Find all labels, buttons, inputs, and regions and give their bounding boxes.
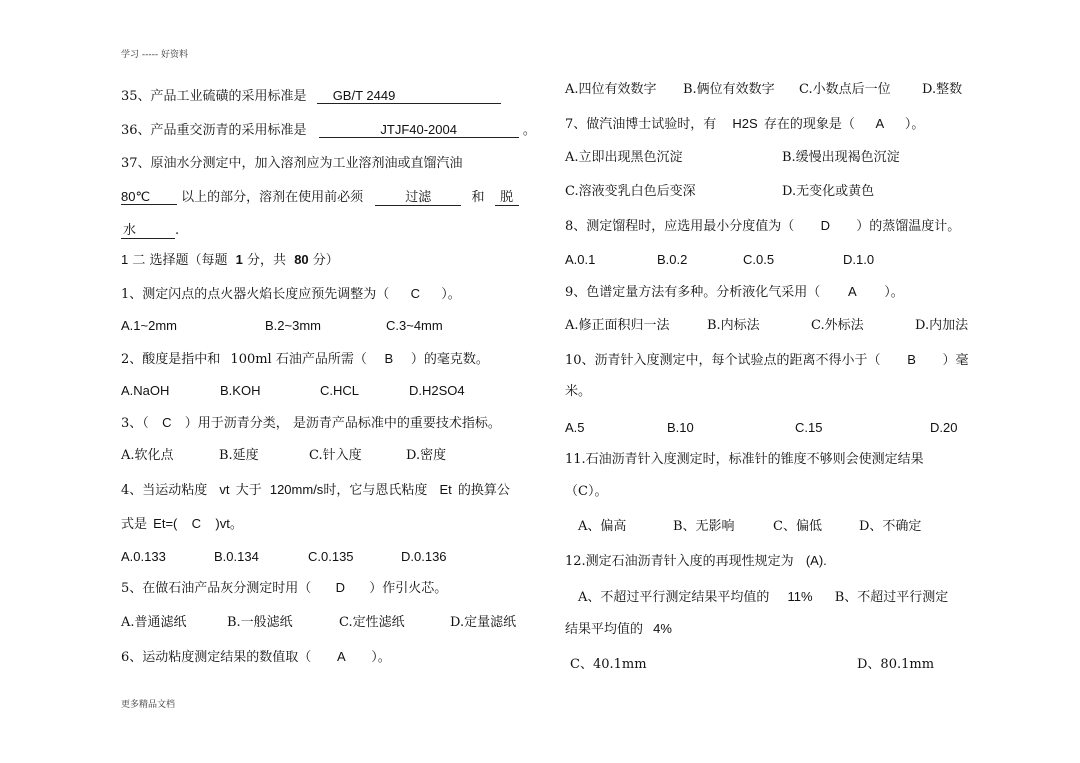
question-text: 6、运动粘度测定结果的数值取（ bbox=[121, 650, 312, 665]
punctuation: ）。 bbox=[441, 287, 461, 302]
q11-option-b: B、无影响 bbox=[673, 519, 735, 534]
punctuation: . bbox=[175, 223, 180, 238]
section-number: 1 bbox=[121, 252, 129, 267]
q7-option-c: C.溶液变乳白色后变深 bbox=[565, 184, 696, 199]
answer: D bbox=[820, 218, 830, 233]
punctuation: ）。 bbox=[884, 285, 904, 300]
question-12 bbox=[565, 552, 827, 571]
q8-option-c: C.0.5 bbox=[743, 252, 775, 267]
question-text: 和 bbox=[471, 190, 485, 205]
points-value: 1 bbox=[235, 252, 243, 267]
punctuation: ）的蒸馏温度计。 bbox=[856, 219, 961, 234]
question-37-line3 bbox=[121, 222, 179, 240]
q12-option-c: C、40.1mm bbox=[570, 657, 647, 672]
question-37-line1: 37、原油水分测定中，加入溶剂应为工业溶剂油或直馏汽油 bbox=[121, 156, 463, 171]
q5-option-c: C.定性滤纸 bbox=[339, 615, 405, 630]
question-text: 7、做汽油博士试验时，有 bbox=[565, 117, 717, 132]
question-text: 结果平均值的 bbox=[565, 622, 644, 637]
q3-option-b: B.延度 bbox=[219, 448, 259, 463]
question-text: 35、产品工业硫磺的采用标准是 bbox=[121, 89, 307, 104]
q3-option-d: D.密度 bbox=[406, 448, 447, 463]
q7-option-a: A.立即出现黑色沉淀 bbox=[565, 150, 683, 165]
q10-option-c: C.15 bbox=[795, 420, 823, 435]
q2-option-d: D.H2SO4 bbox=[409, 383, 465, 398]
answer-blank-2: 脱 bbox=[495, 191, 519, 206]
question-35 bbox=[121, 88, 501, 106]
question-12-line2 bbox=[578, 588, 948, 607]
page-footer: 更多精品文档 bbox=[121, 700, 176, 710]
question-text: 存在的现象是（ bbox=[763, 117, 855, 132]
punctuation: 3、（ bbox=[121, 416, 149, 431]
q6-option-a: A.四位有效数字 bbox=[565, 82, 657, 97]
formula: Et=( bbox=[153, 516, 178, 531]
section-text: 二 选择题（每题 bbox=[132, 253, 228, 268]
question-text: 10、沥青针入度测定中，每个试验点的距离不得小于（ bbox=[565, 353, 881, 368]
q10-option-d: D.20 bbox=[930, 420, 958, 435]
question-8 bbox=[565, 217, 960, 236]
q3-option-a: A.软化点 bbox=[121, 448, 174, 463]
q12-option-d: D、80.1mm bbox=[857, 657, 935, 672]
question-text: 4、当运动粘度 bbox=[121, 483, 208, 498]
question-text: ）用于沥青分类， 是沥青产品标准中的重要技术指标。 bbox=[184, 416, 501, 431]
q2-option-c: C.HCL bbox=[320, 383, 360, 398]
q10-option-a: A.5 bbox=[565, 420, 585, 435]
question-text: 1、测定闪点的点火器火焰长度应预先调整为（ bbox=[121, 287, 390, 302]
punctuation: ）。 bbox=[904, 117, 925, 132]
question-text: 36、产品重交沥青的采用标准是 bbox=[121, 123, 307, 138]
q5-option-b: B.一般滤纸 bbox=[227, 615, 293, 630]
q11-option-a: A、偏高 bbox=[578, 519, 627, 534]
question-text: 100ml 石油产品所需（ bbox=[230, 352, 367, 367]
answer: C bbox=[191, 516, 202, 531]
q1-option-c: C.3~4mm bbox=[386, 318, 443, 333]
question-text: 8、测定馏程时，应选用最小分度值为（ bbox=[565, 219, 795, 234]
answer: (A). bbox=[805, 553, 827, 568]
q11-option-d: D、不确定 bbox=[859, 519, 922, 534]
formula: )vt bbox=[215, 516, 230, 531]
q4-option-d: D.0.136 bbox=[401, 549, 447, 564]
question-text: 大于 bbox=[235, 483, 262, 498]
question-12-line3 bbox=[565, 620, 672, 639]
q7-option-b: B.缓慢出现褐色沉淀 bbox=[782, 150, 900, 165]
punctuation: ）毫 bbox=[942, 353, 969, 368]
value: 11% bbox=[787, 589, 813, 604]
q5-option-a: A.普通滤纸 bbox=[121, 615, 187, 630]
section-text: 分，共 bbox=[247, 253, 287, 268]
question-5 bbox=[121, 579, 447, 598]
section-title bbox=[121, 251, 339, 270]
section-text: 分） bbox=[312, 253, 339, 268]
value: 4% bbox=[653, 621, 672, 636]
option-b: B、不超过平行测定 bbox=[834, 590, 949, 605]
symbol: H2S bbox=[732, 116, 758, 131]
answer: A bbox=[847, 284, 857, 299]
temperature-blank: 80℃ bbox=[121, 190, 177, 205]
question-4-line1 bbox=[121, 481, 510, 500]
question-text: 9、色谱定量方法有多种。分析液化气采用（ bbox=[565, 285, 821, 300]
q6-option-b: B.俩位有效数字 bbox=[683, 82, 775, 97]
q6-option-d: D.整数 bbox=[922, 82, 963, 97]
answer-blank-2-cont: 水 bbox=[121, 224, 175, 239]
value: 120mm/s bbox=[269, 482, 324, 497]
symbol: vt bbox=[219, 482, 230, 497]
answer-blank: GB/T 2449 bbox=[317, 89, 501, 104]
answer: A bbox=[875, 116, 885, 131]
q9-option-c: C.外标法 bbox=[811, 318, 864, 333]
question-11-line2: （C）。 bbox=[565, 484, 608, 499]
q5-option-d: D.定量滤纸 bbox=[450, 615, 517, 630]
total-value: 80 bbox=[294, 252, 309, 267]
q9-option-a: A.修正面积归一法 bbox=[565, 318, 670, 333]
q4-option-a: A.0.133 bbox=[121, 549, 166, 564]
question-text: 以上的部分，溶剂在使用前必须 bbox=[181, 190, 364, 205]
question-4-line2 bbox=[121, 515, 243, 534]
q11-option-c: C、偏低 bbox=[773, 519, 822, 534]
answer: B bbox=[384, 351, 394, 366]
question-11: 11.石油沥青针入度测定时，标准针的锥度不够则会使测定结果 bbox=[565, 452, 924, 467]
question-2 bbox=[121, 350, 489, 369]
question-text: 式是 bbox=[121, 517, 148, 532]
q4-option-c: C.0.135 bbox=[308, 549, 354, 564]
punctuation: ）。 bbox=[371, 650, 391, 665]
q9-option-b: B.内标法 bbox=[707, 318, 760, 333]
q2-option-b: B.KOH bbox=[220, 383, 261, 398]
q6-option-c: C.小数点后一位 bbox=[799, 82, 891, 97]
q8-option-b: B.0.2 bbox=[657, 252, 688, 267]
symbol: Et bbox=[439, 482, 452, 497]
answer: D bbox=[335, 580, 345, 595]
option-a: A、不超过平行测定结果平均值的 bbox=[578, 590, 770, 605]
q8-option-a: A.0.1 bbox=[565, 252, 596, 267]
question-text: 时，它与恩氏粘度 bbox=[323, 483, 428, 498]
question-text: 的换算公 bbox=[457, 483, 510, 498]
question-10 bbox=[565, 351, 969, 370]
punctuation: 。 bbox=[229, 517, 243, 532]
q9-option-d: D.内加法 bbox=[915, 318, 969, 333]
question-37-line2 bbox=[121, 189, 519, 207]
answer: A bbox=[336, 649, 346, 664]
question-7 bbox=[565, 115, 924, 134]
question-text: 12.测定石油沥青针入度的再现性规定为 bbox=[565, 554, 794, 569]
punctuation: ）作引火芯。 bbox=[369, 581, 448, 596]
question-3 bbox=[121, 414, 501, 433]
question-text: 5、在做石油产品灰分测定时用（ bbox=[121, 581, 312, 596]
question-text: 2、酸度是指中和 bbox=[121, 352, 221, 367]
answer: C bbox=[410, 286, 420, 301]
q4-option-b: B.0.134 bbox=[214, 549, 259, 564]
q7-option-d: D.无变化或黄色 bbox=[782, 184, 875, 199]
q3-option-c: C.针入度 bbox=[309, 448, 362, 463]
question-36 bbox=[121, 122, 536, 140]
answer: B bbox=[907, 352, 916, 367]
question-10-line2: 米。 bbox=[565, 384, 592, 399]
page-header: 学习 ----- 好资料 bbox=[121, 50, 188, 60]
q2-option-a: A.NaOH bbox=[121, 383, 170, 398]
answer-blank: JTJF40-2004 bbox=[319, 123, 519, 138]
q8-option-d: D.1.0 bbox=[843, 252, 875, 267]
question-6 bbox=[121, 648, 391, 667]
answer: C bbox=[162, 415, 172, 430]
answer-blank-1: 过滤 bbox=[375, 191, 461, 206]
question-9 bbox=[565, 283, 904, 302]
punctuation: 。 bbox=[522, 123, 536, 138]
q1-option-b: B.2~3mm bbox=[265, 318, 321, 333]
question-1 bbox=[121, 285, 461, 304]
q10-option-b: B.10 bbox=[667, 420, 694, 435]
punctuation: ）的毫克数。 bbox=[410, 352, 489, 367]
q1-option-a: A.1~2mm bbox=[121, 318, 177, 333]
